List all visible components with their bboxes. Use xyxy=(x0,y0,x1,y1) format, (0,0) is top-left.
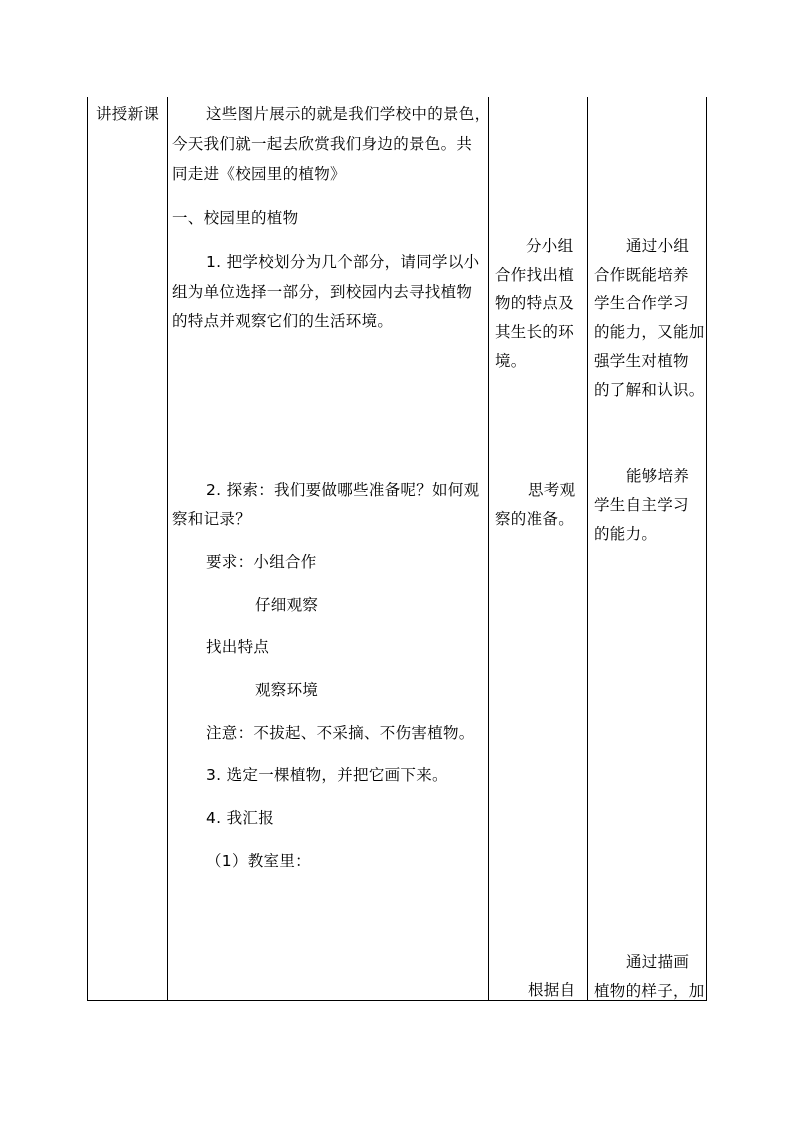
student-block1-line-5: 境。 xyxy=(495,352,527,370)
item4: 4. 我汇报 xyxy=(206,809,275,827)
section-label: 讲授新课 xyxy=(96,105,160,123)
intent-block1-line-5: 强学生对植物 xyxy=(594,352,689,370)
intent-block1-line-4: 的能力，又能加 xyxy=(594,323,705,341)
student-block1-line-3: 物的特点及 xyxy=(495,294,575,312)
table-divider-3 xyxy=(587,97,588,1001)
student-block2-line-2: 察的准备。 xyxy=(495,510,575,528)
student-block1-line-4: 其生长的环 xyxy=(495,323,575,341)
intent-block1-line-1: 通过小组 xyxy=(626,237,690,255)
student-block3-line-1: 根据自 xyxy=(528,981,576,999)
intent-block2-line-1: 能够培养 xyxy=(626,467,690,485)
requirement-features: 找出特点 xyxy=(206,638,270,656)
table-border-left xyxy=(87,97,88,1001)
intent-block3-line-1: 通过描画 xyxy=(626,953,690,971)
intent-block1-line-2: 合作既能培养 xyxy=(594,266,689,284)
intent-block3-line-2: 植物的样子，加 xyxy=(594,982,705,1000)
student-block2-line-1: 思考观 xyxy=(528,481,576,499)
caution-note: 注意：不拔起、不采摘、不伤害植物。 xyxy=(206,724,475,742)
student-block1-line-2: 合作找出植 xyxy=(495,266,575,284)
intent-block1-line-6: 的了解和认识。 xyxy=(594,381,705,399)
intro-line-3: 同走进《校园里的植物》 xyxy=(172,165,346,183)
item1-line-2: 组为单位选择一部分，到校园内去寻找植物 xyxy=(172,283,473,301)
item1-line-1: 1. 把学校划分为几个部分，请同学以小 xyxy=(206,253,480,271)
intent-block2-line-2: 学生自主学习 xyxy=(594,496,689,514)
requirement-observe: 仔细观察 xyxy=(255,596,319,614)
intent-block1-line-3: 学生合作学习 xyxy=(594,294,689,312)
requirement-environment: 观察环境 xyxy=(255,681,319,699)
item1-line-3: 的特点并观察它们的生活环境。 xyxy=(172,312,394,330)
table-border-right xyxy=(706,97,707,1001)
item2-line-1: 2. 探索：我们要做哪些准备呢？如何观 xyxy=(206,481,480,499)
student-block1-line-1: 分小组 xyxy=(526,237,574,255)
intro-line-1: 这些图片展示的就是我们学校中的景色， xyxy=(206,105,491,123)
requirement-label: 要求：小组合作 xyxy=(206,553,317,571)
table-divider-1 xyxy=(167,97,168,1001)
intro-line-2: 今天我们就一起去欣赏我们身边的景色。共 xyxy=(172,135,473,153)
item2-line-2: 察和记录？ xyxy=(172,510,252,528)
heading-school-plants: 一、校园里的植物 xyxy=(172,209,299,227)
intent-block2-line-3: 的能力。 xyxy=(594,525,658,543)
item3: 3. 选定一棵植物，并把它画下来。 xyxy=(206,766,448,784)
table-divider-2 xyxy=(488,97,489,1001)
item4-classroom: （1）教室里： xyxy=(206,852,311,870)
